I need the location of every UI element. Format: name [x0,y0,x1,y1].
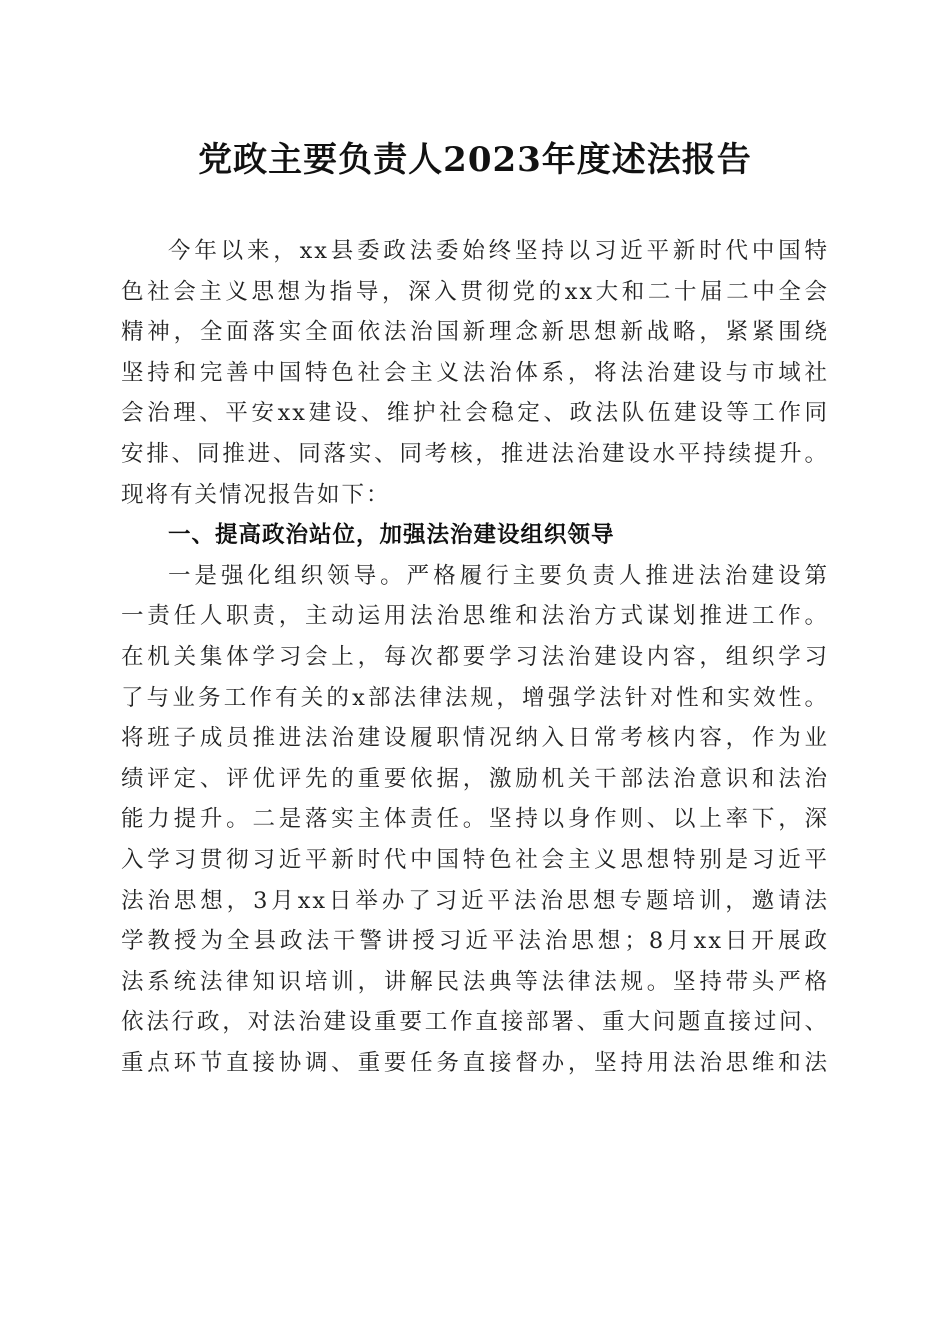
paragraph-line: 一是强化组织领导。严格履行主要负责人推进法治建设第 [168,562,829,589]
section-heading: 一、提高政治站位，加强法治建设组织领导 [168,522,615,549]
paragraph-line: 今年以来，xx县委政法委始终坚持以习近平新时代中国特 [168,238,829,264]
document-title: 党政主要负责人2023年度述法报告 [198,140,752,180]
paragraph-line: 现将有关情况报告如下： [121,481,391,508]
paragraph-line: 入学习贯彻习近平新时代中国特色社会主义思想特别是习近平 [121,846,829,873]
paragraph-line: 学教授为全县政法干警讲授习近平法治思想；8月xx日开展政 [121,928,829,955]
paragraph-line: 依法行政，对法治建设重要工作直接部署、重大问题直接过问、 [121,1009,829,1036]
paragraph-line: 法治思想，3月xx日举办了习近平法治思想专题培训，邀请法 [121,887,829,914]
paragraph-line: 色社会主义思想为指导，深入贯彻党的xx大和二十届二中全会 [121,278,829,305]
paragraph-line: 一责任人职责，主动运用法治思维和法治方式谋划推进工作。 [121,603,829,630]
paragraph-line: 了与业务工作有关的x部法律法规，增强学法针对性和实效性。 [121,684,829,711]
paragraph-line: 会治理、平安xx建设、维护社会稳定、政法队伍建设等工作同 [121,400,829,427]
paragraph-line: 能力提升。二是落实主体责任。坚持以身作则、以上率下，深 [121,806,829,833]
paragraph-line: 精神，全面落实全面依法治国新理念新思想新战略，紧紧围绕 [121,319,829,346]
paragraph-line: 重点环节直接协调、重要任务直接督办，坚持用法治思维和法 [121,1049,829,1076]
paragraph-line: 坚持和完善中国特色社会主义法治体系，将法治建设与市域社 [121,359,829,386]
document-body [121,231,829,1083]
paragraph-line: 安排、同推进、同落实、同考核，推进法治建设水平持续提升。 [121,440,829,467]
paragraph-line: 法系统法律知识培训，讲解民法典等法律法规。坚持带头严格 [121,968,829,995]
paragraph-line: 在机关集体学习会上，每次都要学习法治建设内容，组织学习 [121,643,829,670]
paragraph-line: 绩评定、评优评先的重要依据，激励机关干部法治意识和法治 [121,765,829,792]
paragraph-line: 将班子成员推进法治建设履职情况纳入日常考核内容，作为业 [121,725,829,752]
